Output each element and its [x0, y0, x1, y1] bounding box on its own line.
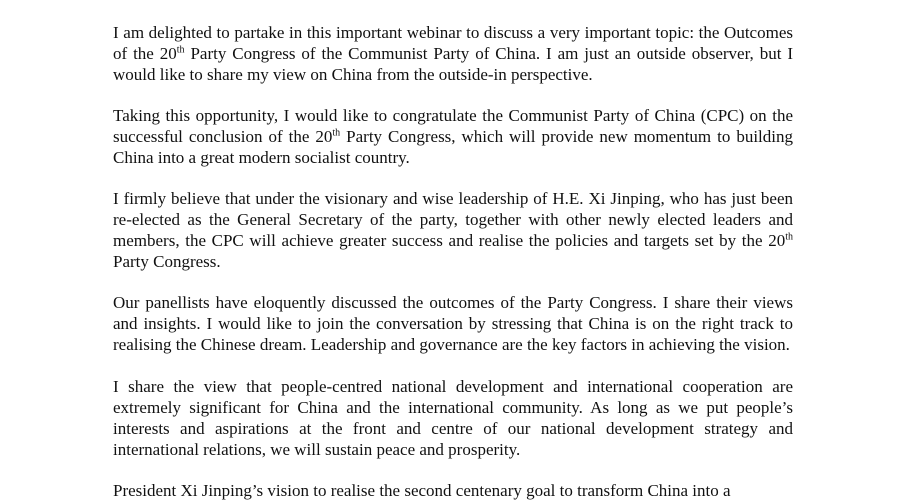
paragraph-1-ordinal: th	[176, 44, 185, 56]
paragraph-4-text: Our panellists have eloquently discussed the outcomes of the Party Congress. I share their views and insights. I would like to join the conversation by stressing that China is on the right track to realising the Chinese dream. Leadership and governance are the key factors in achieving the vision.	[113, 293, 793, 354]
paragraph-2-ordinal: th	[332, 127, 341, 139]
paragraph-3-text-a: I firmly believe that under the visionary and wise leadership of H.E. Xi Jinping, who has just been re-elected as the General Secretary of the party, together with other newly elected leaders and members, the CPC will achieve greater success and realise the policies and targets set by the 20	[113, 189, 793, 250]
paragraph-5	[113, 376, 793, 460]
paragraph-4	[113, 292, 793, 355]
paragraph-3-ordinal: th	[785, 231, 793, 243]
paragraph-3-text-b: Party Congress.	[113, 252, 221, 271]
paragraph-2-text-a: Taking this opportunity, I would like to congratulate the Communist Party of China (CPC) on the successful conclusion of the 20	[113, 106, 793, 146]
paragraph-3	[113, 188, 793, 272]
paragraph-6-partial	[113, 480, 793, 500]
paragraph-5-text: I share the view that people-centred national development and international cooperation are extremely significant for China and the international community. As long as we put people’s interests and aspirations at the front and centre of our national development strategy and international relations, we will sustain peace and prosperity.	[113, 377, 793, 459]
paragraph-2	[113, 105, 793, 168]
paragraph-6-text: President Xi Jinping’s vision to realise the second centenary goal to transform China into a	[113, 481, 731, 500]
paragraph-1-text-b: Party Congress of the Communist Party of China. I am just an outside observer, but I would like to share my view on China from the outside-in perspective.	[113, 44, 793, 84]
paragraph-1-text-a: I am delighted to partake in this important webinar to discuss a very important topic: the Outcomes of the 20	[113, 23, 793, 63]
paragraph-1	[113, 22, 793, 85]
document-body	[113, 22, 793, 500]
paragraph-2-text-b: Party Congress, which will provide new momentum to building China into a great modern socialist country.	[113, 127, 793, 167]
